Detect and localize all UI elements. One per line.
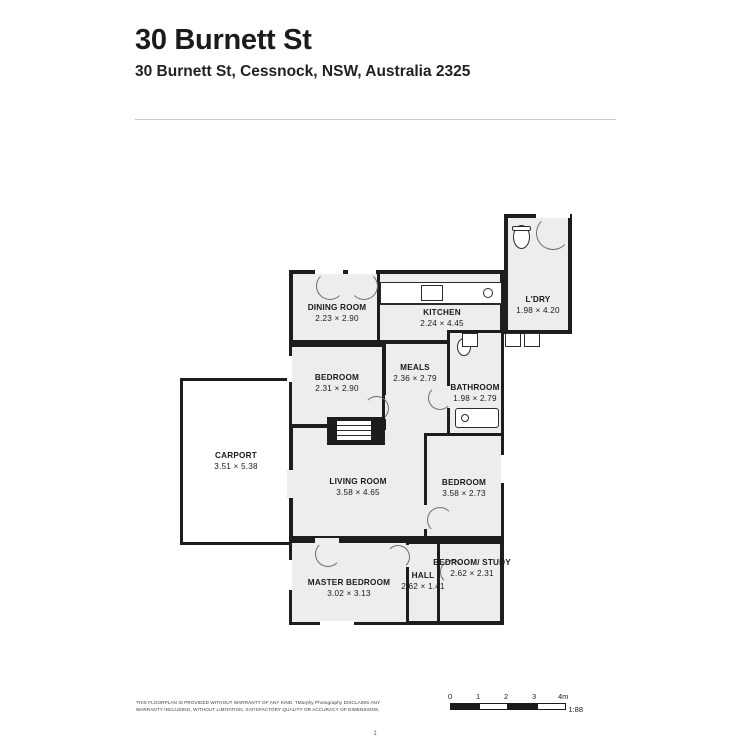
- fireplace-hearth: [337, 421, 371, 440]
- bedroom-upper-left-door-arc: [364, 396, 389, 421]
- bathtub-drain-icon: [461, 414, 469, 422]
- scale-tick-1: 1: [476, 692, 481, 701]
- scale-segment-2: [479, 703, 508, 710]
- label-hall: HALL 2.62 × 1.41: [401, 571, 445, 591]
- page-title: 30 Burnett St: [135, 24, 312, 56]
- label-bathroom: BATHROOM 1.98 × 2.79: [450, 383, 500, 403]
- scale-tick-0: 0: [448, 692, 453, 701]
- scale-segment-3: [508, 703, 537, 710]
- label-meals: MEALS 2.36 × 2.79: [393, 363, 437, 383]
- scale-tick-4: 4m: [558, 692, 569, 701]
- scale-tick-3: 3: [532, 692, 537, 701]
- appliance-fixture-1: [462, 333, 478, 347]
- label-bedroom-study: BEDROOM/ STUDY 2.62 × 2.31: [433, 558, 511, 578]
- kitchen-sink-fixture: [421, 285, 443, 301]
- scale-bar: [448, 692, 583, 712]
- scale-ratio: 1:88: [568, 705, 583, 714]
- scale-segment-1: [450, 703, 479, 710]
- property-address: 30 Burnett St, Cessnock, NSW, Australia 2325: [135, 63, 471, 81]
- label-dining-room: DINING ROOM 2.23 × 2.90: [307, 303, 367, 323]
- appliance-fixture-2: [505, 333, 521, 347]
- label-carport: CARPORT 3.51 × 5.38: [214, 451, 258, 471]
- laundry-door-arc: [536, 216, 570, 250]
- appliance-fixture-3: [524, 333, 540, 347]
- label-laundry: L'DRY 1.98 × 4.20: [516, 295, 560, 315]
- label-kitchen: KITCHEN 2.24 × 4.45: [420, 308, 464, 328]
- disclaimer-text: THIS FLOORPLAN IS PROVIDED WITHOUT WARRANTY OF ANY KIND. TMurphy Photography DISCLAIMS ANY WARRANTY INCLUDING, WITHOUT LIMITATION, SATISFACTORY QUALITY OR ACCURACY OF DIMENSIONS.: [136, 700, 381, 713]
- wall-study-top: [424, 536, 504, 540]
- laundry-trough-fixture: [512, 226, 531, 231]
- label-living-room: LIVING ROOM 3.58 × 4.65: [329, 477, 387, 497]
- label-bedroom-upper-left: BEDROOM 2.31 × 2.90: [314, 373, 360, 393]
- scale-tick-2: 2: [504, 692, 509, 701]
- kitchen-door-arc: [350, 272, 378, 300]
- master-bedroom-door-arc: [315, 541, 341, 567]
- label-bedroom-lower-right: BEDROOM 3.58 × 2.73: [441, 478, 487, 498]
- carport-entry-gap: [287, 470, 293, 498]
- window-bottom-master: [320, 621, 354, 626]
- bedroom-lower-right-door-arc: [427, 507, 453, 533]
- scale-bar-segments: [448, 703, 583, 712]
- window-left-master: [287, 560, 292, 590]
- scale-tick-labels: [448, 692, 583, 703]
- hall-door-arc: [386, 545, 410, 569]
- dining-door-arc: [316, 272, 344, 300]
- page-number: 1: [373, 731, 377, 737]
- label-master-bedroom: MASTER BEDROOM 3.02 × 3.13: [307, 578, 391, 598]
- scale-segment-4: [537, 703, 566, 710]
